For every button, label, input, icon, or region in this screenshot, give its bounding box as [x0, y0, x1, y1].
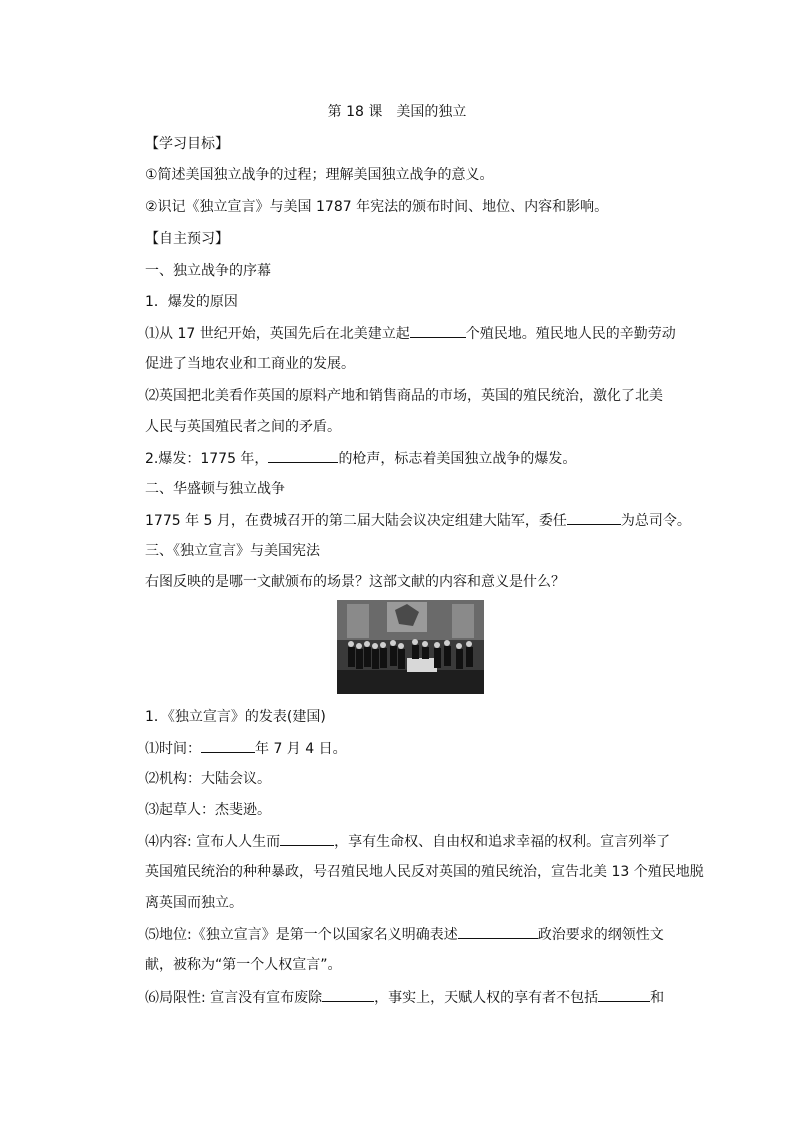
cause-paragraph-1-cont: 促进了当地农业和工商业的发展。	[145, 356, 355, 372]
goal-item-1: ①简述美国独立战争的过程；理解美国独立战争的意义。	[145, 167, 494, 183]
section2-text-a: 1775 年 5 月，在费城召开的第二届大陆会议决定组建大陆军，委任	[145, 513, 567, 529]
cause-paragraph-2: ⑵英国把北美看作英国的原料产地和销售商品的市场，英国的殖民统治，激化了北美	[145, 388, 663, 404]
answer-blank-year[interactable]	[201, 738, 255, 753]
section1-sub1: 1．爆发的原因	[145, 294, 238, 310]
goal-item-2: ②识记《独立宣言》与美国 1787 年宪法的颁布时间、地位、内容和影响。	[145, 199, 609, 215]
answer-blank-commander[interactable]	[567, 510, 621, 525]
declaration-content	[145, 831, 670, 852]
section2-text	[145, 510, 691, 531]
declaration-status-cont: 献，被称为“第一个人权宣言”。	[145, 957, 342, 973]
answer-blank-equal[interactable]	[280, 831, 334, 846]
declaration-status-b: 政治要求的纲领性文	[537, 927, 664, 943]
declaration-signing-painting	[337, 600, 484, 694]
declaration-content-b: ，享有生命权、自由权和追求幸福的权利。宣言列举了	[334, 834, 671, 850]
preview-heading: 【自主预习】	[145, 231, 229, 247]
answer-blank-abolish[interactable]	[322, 987, 374, 1002]
declaration-drafter: ⑶起草人：杰斐逊。	[145, 802, 271, 818]
outbreak-line	[145, 448, 576, 469]
declaration-content-cont: 英国殖民统治的种种暴政，号召殖民地人民反对英国的殖民统治，宣告北美 13 个殖民地脱	[145, 864, 704, 880]
declaration-content-cont2: 离英国而独立。	[145, 895, 243, 911]
outbreak-text-b: 的枪声，标志着美国独立战争的爆发。	[338, 451, 577, 467]
goals-heading: 【学习目标】	[145, 136, 229, 152]
section1-title: 一、独立战争的序幕	[145, 263, 271, 279]
declaration-time-a: ⑴时间：	[145, 741, 201, 757]
declaration-status	[145, 924, 664, 945]
answer-blank-colony-count[interactable]	[410, 323, 466, 338]
declaration-time	[145, 738, 347, 759]
declaration-time-b: 年 7 月 4 日。	[255, 741, 347, 757]
cause-p1-text-a: ⑴从 17 世纪开始，英国先后在北美建立起	[145, 326, 410, 342]
declaration-sub1: 1．《独立宣言》的发表(建国)	[145, 709, 326, 725]
answer-blank-gunshot[interactable]	[268, 448, 338, 463]
section3-title: 三、《独立宣言》与美国宪法	[145, 543, 320, 559]
declaration-org: ⑵机构：大陆会议。	[145, 771, 271, 787]
section2-text-b: 为总司令。	[620, 513, 691, 529]
painting-image	[337, 600, 484, 694]
cause-paragraph-1	[145, 323, 676, 344]
answer-blank-exclude[interactable]	[598, 987, 650, 1002]
declaration-limit-c: 和	[650, 990, 665, 1006]
declaration-status-a: ⑸地位:《独立宣言》是第一个以国家名义明确表述	[145, 927, 458, 943]
outbreak-text-a: 2.爆发：1775 年，	[145, 451, 269, 467]
cause-paragraph-2-cont: 人民与英国殖民者之间的矛盾。	[145, 419, 341, 435]
declaration-limit-a: ⑹局限性: 宣言没有宣布废除	[145, 990, 323, 1006]
declaration-limitation	[145, 987, 664, 1008]
section2-title: 二、华盛顿与独立战争	[145, 481, 285, 497]
declaration-content-a: ⑷内容: 宣布人人生而	[145, 834, 281, 850]
section3-question: 右图反映的是哪一文献颁布的场景？这部文献的内容和意义是什么？	[145, 574, 565, 590]
declaration-limit-b: ，事实上，天赋人权的享有者不包括	[374, 990, 599, 1006]
lesson-title: 第 18 课 美国的独立	[327, 104, 467, 120]
cause-p1-text-b: 个殖民地。殖民地人民的辛勤劳动	[465, 326, 676, 342]
answer-blank-class[interactable]	[458, 924, 538, 939]
